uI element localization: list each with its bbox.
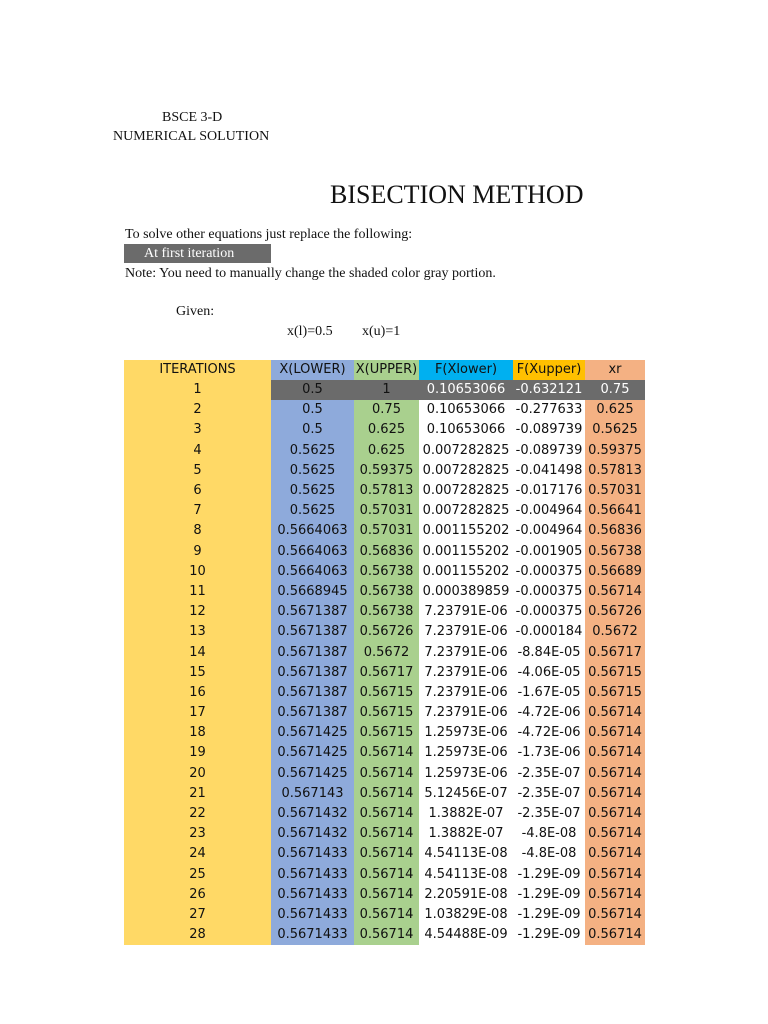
cell-iteration: 14 (124, 642, 271, 662)
table-row (124, 501, 645, 521)
table-row (124, 481, 645, 501)
cell-xr: 0.56714 (585, 784, 645, 804)
cell-xupper: 0.75 (354, 400, 419, 420)
cell-fxlower: 5.12456E-07 (424, 785, 508, 801)
cell-xlower: 0.5671432 (271, 824, 354, 844)
table-row (124, 521, 645, 541)
note-text: Note: You need to manually change the shaded color gray portion. (125, 266, 496, 281)
cell-fxlower: 0.007282825 (422, 503, 510, 519)
cell-fxupper: -0.277633 (515, 402, 583, 418)
cell-xr: 0.75 (585, 380, 645, 400)
cell-xupper: 1 (354, 380, 419, 400)
table-row (124, 542, 645, 562)
cell-xupper: 0.56714 (354, 925, 419, 945)
cell-xupper: 0.56714 (354, 885, 419, 905)
table-header-row (124, 360, 645, 380)
cell-iteration: 1 (124, 380, 271, 400)
table-row (124, 441, 645, 461)
cell-iteration: 23 (124, 824, 271, 844)
cell-fxupper: -1.29E-09 (517, 866, 581, 882)
col-header-xr: xr (585, 360, 645, 380)
cell-xupper: 0.5672 (354, 642, 419, 662)
cell-xlower: 0.5671425 (271, 764, 354, 784)
cell-fxupper: -1.67E-05 (517, 684, 581, 700)
table-row (124, 905, 645, 925)
col-header-xlower: X(LOWER) (271, 360, 354, 380)
cell-xlower: 0.5671433 (271, 844, 354, 864)
cell-xupper: 0.56717 (354, 663, 419, 683)
table-row (124, 642, 645, 662)
cell-xupper: 0.56714 (354, 905, 419, 925)
cell-fxupper: -1.29E-09 (517, 927, 581, 943)
cell-xupper: 0.56714 (354, 764, 419, 784)
cell-xupper: 0.56715 (354, 683, 419, 703)
cell-iteration: 12 (124, 602, 271, 622)
cell-xupper: 0.56714 (354, 865, 419, 885)
cell-fxlower: 0.001155202 (422, 523, 510, 539)
cell-iteration: 25 (124, 865, 271, 885)
cell-fxupper: -8.84E-05 (517, 644, 581, 660)
cell-xr: 0.56714 (585, 804, 645, 824)
cell-fxlower: 7.23791E-06 (424, 664, 508, 680)
cell-iteration: 5 (124, 461, 271, 481)
cell-xlower: 0.5 (271, 380, 354, 400)
cell-iteration: 9 (124, 542, 271, 562)
table-body (124, 380, 645, 945)
cell-fxlower: 4.54113E-08 (424, 846, 508, 862)
cell-xr: 0.56714 (585, 743, 645, 763)
instruction-text: To solve other equations just replace the following: (125, 227, 413, 242)
cell-fxlower: 7.23791E-06 (424, 705, 508, 721)
cell-xlower: 0.5671387 (271, 602, 354, 622)
cell-fxlower: 7.23791E-06 (424, 624, 508, 640)
cell-fxupper: -4.8E-08 (521, 846, 577, 862)
cell-xlower: 0.5 (271, 400, 354, 420)
cell-xr: 0.56714 (585, 703, 645, 723)
cell-xlower: 0.5 (271, 420, 354, 440)
cell-xupper: 0.56714 (354, 824, 419, 844)
cell-xlower: 0.5671433 (271, 905, 354, 925)
cell-xlower: 0.5671433 (271, 925, 354, 945)
cell-fxupper: -0.000184 (515, 624, 583, 640)
cell-fxupper: -1.29E-09 (517, 886, 581, 902)
cell-xlower: 0.5671387 (271, 703, 354, 723)
cell-xupper: 0.57813 (354, 481, 419, 501)
cell-fxlower: 1.3882E-07 (428, 806, 504, 822)
cell-xr: 0.56726 (585, 602, 645, 622)
cell-xlower: 0.5625 (271, 481, 354, 501)
cell-fxupper: -2.35E-07 (517, 765, 581, 781)
cell-fxupper: -0.041498 (515, 462, 583, 478)
course-label: BSCE 3-D (162, 110, 223, 125)
cell-iteration: 21 (124, 784, 271, 804)
table-row (124, 683, 645, 703)
cell-fxlower: 0.001155202 (422, 563, 510, 579)
page-subtitle: NUMERICAL SOLUTION (113, 129, 270, 144)
cell-fxlower: 0.007282825 (422, 483, 510, 499)
cell-xr: 0.56715 (585, 683, 645, 703)
cell-xupper: 0.625 (354, 420, 419, 440)
table-row (124, 461, 645, 481)
cell-xr: 0.5625 (585, 420, 645, 440)
cell-xr: 0.56738 (585, 542, 645, 562)
cell-iteration: 11 (124, 582, 271, 602)
cell-xlower: 0.5671432 (271, 804, 354, 824)
table-row (124, 764, 645, 784)
table-row (124, 380, 645, 400)
cell-xr: 0.56689 (585, 562, 645, 582)
cell-fxupper: -0.000375 (515, 583, 583, 599)
cell-fxupper: -0.632121 (513, 380, 585, 400)
cell-iteration: 13 (124, 622, 271, 642)
cell-xupper: 0.56715 (354, 703, 419, 723)
cell-fxlower: 1.03829E-08 (424, 906, 508, 922)
cell-fxupper: -0.089739 (515, 442, 583, 458)
cell-xlower: 0.5671387 (271, 663, 354, 683)
cell-fxupper: -2.35E-07 (517, 806, 581, 822)
cell-fxlower: 0.001155202 (422, 543, 510, 559)
table-row (124, 844, 645, 864)
table-row (124, 582, 645, 602)
cell-xlower: 0.5664063 (271, 562, 354, 582)
cell-fxlower: 7.23791E-06 (424, 604, 508, 620)
table-row (124, 804, 645, 824)
cell-xlower: 0.5671387 (271, 642, 354, 662)
cell-fxupper: -0.004964 (515, 523, 583, 539)
cell-fxupper: -0.089739 (515, 422, 583, 438)
table-row (124, 602, 645, 622)
shaded-iteration-label: At first iteration (124, 244, 271, 263)
table-row (124, 703, 645, 723)
cell-iteration: 28 (124, 925, 271, 945)
cell-iteration: 7 (124, 501, 271, 521)
cell-fxlower: 0.007282825 (422, 462, 510, 478)
cell-fxupper: -4.72E-06 (517, 725, 581, 741)
cell-fxupper: -4.8E-08 (521, 826, 577, 842)
cell-xlower: 0.5664063 (271, 521, 354, 541)
table-row (124, 420, 645, 440)
cell-iteration: 16 (124, 683, 271, 703)
table-row (124, 562, 645, 582)
col-header-fxupper: F(Xupper) (513, 360, 585, 380)
cell-xupper: 0.56714 (354, 804, 419, 824)
cell-xlower: 0.5671425 (271, 743, 354, 763)
cell-xlower: 0.5671425 (271, 723, 354, 743)
cell-xr: 0.56641 (585, 501, 645, 521)
col-header-fxlower: F(Xlower) (419, 360, 513, 380)
cell-fxlower: 0.10653066 (426, 422, 506, 438)
cell-fxlower: 0.000389859 (422, 583, 510, 599)
cell-xupper: 0.56738 (354, 582, 419, 602)
cell-fxlower: 4.54488E-09 (424, 927, 508, 943)
cell-xr: 0.57031 (585, 481, 645, 501)
cell-xupper: 0.56714 (354, 784, 419, 804)
cell-iteration: 6 (124, 481, 271, 501)
table-row (124, 400, 645, 420)
table-row (124, 723, 645, 743)
cell-xlower: 0.5671433 (271, 865, 354, 885)
cell-iteration: 8 (124, 521, 271, 541)
cell-xupper: 0.56738 (354, 562, 419, 582)
cell-fxupper: -0.000375 (515, 604, 583, 620)
cell-iteration: 17 (124, 703, 271, 723)
cell-xr: 0.56714 (585, 582, 645, 602)
cell-iteration: 2 (124, 400, 271, 420)
cell-xupper: 0.56715 (354, 723, 419, 743)
cell-xr: 0.56714 (585, 723, 645, 743)
cell-fxupper: -0.000375 (515, 563, 583, 579)
cell-fxlower: 0.007282825 (422, 442, 510, 458)
cell-fxlower: 0.10653066 (419, 380, 513, 400)
cell-fxlower: 1.25973E-06 (424, 745, 508, 761)
cell-fxlower: 0.10653066 (426, 402, 506, 418)
table-row (124, 885, 645, 905)
cell-fxlower: 4.54113E-08 (424, 866, 508, 882)
x-lower-initial: x(l)=0.5 (287, 324, 333, 339)
cell-xlower: 0.5671433 (271, 885, 354, 905)
table-row (124, 925, 645, 945)
cell-fxupper: -4.06E-05 (517, 664, 581, 680)
cell-xr: 0.56714 (585, 764, 645, 784)
cell-fxlower: 1.3882E-07 (428, 826, 504, 842)
given-label: Given: (176, 304, 215, 319)
cell-xr: 0.625 (585, 400, 645, 420)
cell-fxlower: 1.25973E-06 (424, 725, 508, 741)
x-upper-initial: x(u)=1 (362, 324, 401, 339)
cell-xr: 0.56714 (585, 905, 645, 925)
cell-xr: 0.56714 (585, 925, 645, 945)
cell-iteration: 26 (124, 885, 271, 905)
table-row (124, 824, 645, 844)
cell-iteration: 24 (124, 844, 271, 864)
cell-xlower: 0.5625 (271, 441, 354, 461)
cell-iteration: 18 (124, 723, 271, 743)
col-header-iterations: ITERATIONS (124, 360, 271, 380)
cell-fxupper: -0.004964 (515, 503, 583, 519)
cell-xupper: 0.59375 (354, 461, 419, 481)
cell-iteration: 3 (124, 420, 271, 440)
cell-xlower: 0.5671387 (271, 683, 354, 703)
cell-xr: 0.59375 (585, 441, 645, 461)
cell-xlower: 0.5625 (271, 501, 354, 521)
cell-fxupper: -2.35E-07 (517, 785, 581, 801)
table-row (124, 663, 645, 683)
cell-xupper: 0.56726 (354, 622, 419, 642)
cell-iteration: 19 (124, 743, 271, 763)
col-header-xupper: X(UPPER) (354, 360, 419, 380)
cell-xr: 0.5672 (585, 622, 645, 642)
page-title: BISECTION METHOD (330, 180, 584, 209)
cell-xr: 0.56715 (585, 663, 645, 683)
cell-iteration: 4 (124, 441, 271, 461)
bisection-table (124, 360, 645, 945)
cell-iteration: 15 (124, 663, 271, 683)
cell-xlower: 0.5625 (271, 461, 354, 481)
cell-xlower: 0.5664063 (271, 542, 354, 562)
cell-xupper: 0.57031 (354, 521, 419, 541)
cell-xr: 0.56714 (585, 844, 645, 864)
cell-xupper: 0.56714 (354, 743, 419, 763)
cell-fxlower: 2.20591E-08 (424, 886, 508, 902)
cell-xr: 0.56836 (585, 521, 645, 541)
cell-xupper: 0.56738 (354, 602, 419, 622)
cell-xr: 0.56717 (585, 642, 645, 662)
cell-fxlower: 1.25973E-06 (424, 765, 508, 781)
cell-fxupper: -1.73E-06 (517, 745, 581, 761)
cell-xr: 0.56714 (585, 865, 645, 885)
cell-xr: 0.56714 (585, 824, 645, 844)
cell-iteration: 20 (124, 764, 271, 784)
cell-xupper: 0.56836 (354, 542, 419, 562)
cell-iteration: 27 (124, 905, 271, 925)
table-row (124, 865, 645, 885)
cell-xr: 0.56714 (585, 885, 645, 905)
cell-xlower: 0.5671387 (271, 622, 354, 642)
cell-fxupper: -0.017176 (515, 483, 583, 499)
cell-iteration: 10 (124, 562, 271, 582)
cell-xlower: 0.567143 (271, 784, 354, 804)
table-row (124, 743, 645, 763)
cell-fxupper: -1.29E-09 (517, 906, 581, 922)
cell-xupper: 0.625 (354, 441, 419, 461)
cell-xlower: 0.5668945 (271, 582, 354, 602)
cell-xupper: 0.56714 (354, 844, 419, 864)
cell-fxupper: -0.001905 (515, 543, 583, 559)
cell-fxupper: -4.72E-06 (517, 705, 581, 721)
cell-fxlower: 7.23791E-06 (424, 684, 508, 700)
cell-iteration: 22 (124, 804, 271, 824)
cell-xupper: 0.57031 (354, 501, 419, 521)
table-row (124, 622, 645, 642)
cell-fxlower: 7.23791E-06 (424, 644, 508, 660)
table-row (124, 784, 645, 804)
cell-xr: 0.57813 (585, 461, 645, 481)
